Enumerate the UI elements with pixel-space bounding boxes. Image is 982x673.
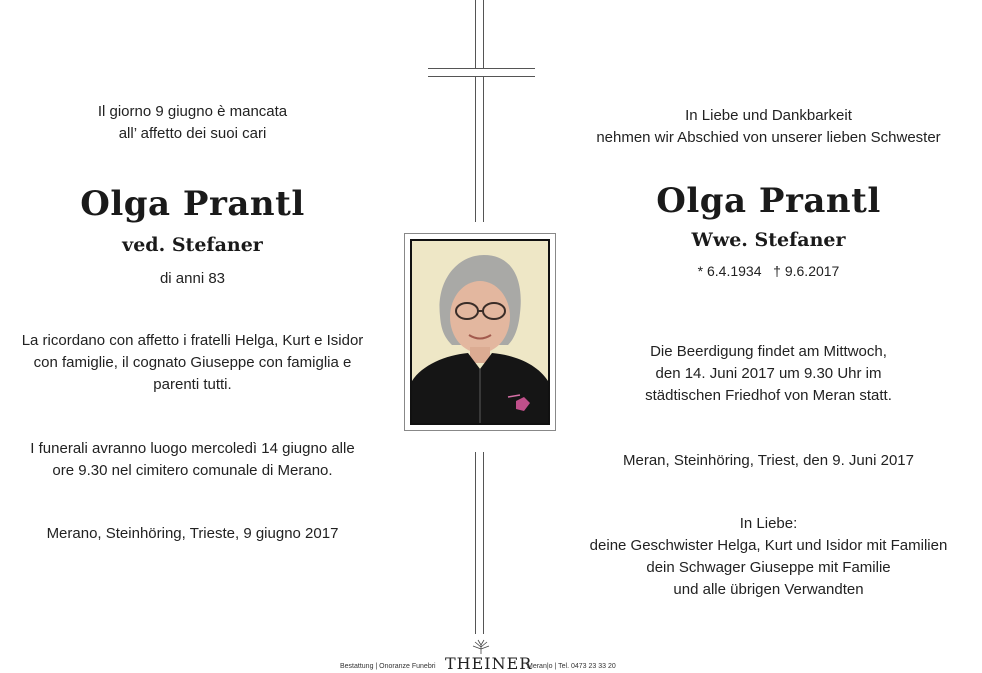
mourners-line-3: parenti tutti. <box>153 376 232 393</box>
footer-contact: Meran|o | Tel. 0473 23 33 20 <box>527 663 616 670</box>
funeral-line-1: I funerali avranno luogo mercoledì 14 giugno alle <box>30 440 355 457</box>
intro-line-1: Il giorno 9 giugno è mancata <box>97 103 288 120</box>
birth-date: * 6.4.1934 <box>697 263 762 279</box>
mourners-line-1: La ricordano con affetto i fratelli Helga, Kurt e Isidor <box>21 332 364 349</box>
intro-line-2: all’ affetto dei suoi cari <box>118 125 267 142</box>
place-date: Meran, Steinhöring, Triest, den 9. Juni 2017 <box>622 452 914 469</box>
deceased-name: Olga Prantl <box>656 181 881 221</box>
cross-icon-upper <box>475 0 484 222</box>
intro-line-1: In Liebe und Dankbarkeit <box>685 107 852 124</box>
cross-icon-lower <box>475 452 484 634</box>
place-date: Merano, Steinhöring, Trieste, 9 giugno 2017 <box>46 525 339 542</box>
life-dates <box>555 260 982 282</box>
footer-services: Bestattung | Onoranze Funebri <box>340 663 436 670</box>
maiden-name: ved. Stefaner <box>122 234 263 256</box>
closing-line-1: deine Geschwister Helga, Kurt und Isidor mit Familien <box>589 537 948 554</box>
death-date: † 9.6.2017 <box>773 263 840 279</box>
age: di anni 83 <box>159 270 226 287</box>
closing-label: In Liebe: <box>739 515 798 532</box>
mourners-line-2: con famiglie, il cognato Giuseppe con famiglia e <box>33 354 352 371</box>
italian-notice <box>0 0 385 673</box>
portrait-illustration <box>412 241 548 423</box>
maiden-name: Wwe. Stefaner <box>691 229 846 251</box>
closing-line-2: dein Schwager Giuseppe mit Familie <box>646 559 891 576</box>
tree-icon <box>470 639 492 655</box>
funeral-line-2: den 14. Juni 2017 um 9.30 Uhr im <box>655 365 882 382</box>
german-notice <box>555 0 982 673</box>
intro-line-2: nehmen wir Abschied von unserer lieben Schwester <box>596 129 941 146</box>
deceased-name: Olga Prantl <box>80 184 305 224</box>
closing-line-3: und alle übrigen Verwandten <box>673 581 864 598</box>
portrait-photo-frame <box>404 233 556 431</box>
funeral-line-2: ore 9.30 nel cimitero comunale di Merano. <box>52 462 333 479</box>
funeral-line-1: Die Beerdigung findet am Mittwoch, <box>650 343 887 360</box>
footer-logo: THEINER <box>445 654 533 673</box>
funeral-line-3: städtischen Friedhof von Meran statt. <box>645 387 892 404</box>
footer <box>0 645 982 673</box>
cross-icon-bar <box>428 68 535 77</box>
portrait-photo <box>410 239 550 425</box>
